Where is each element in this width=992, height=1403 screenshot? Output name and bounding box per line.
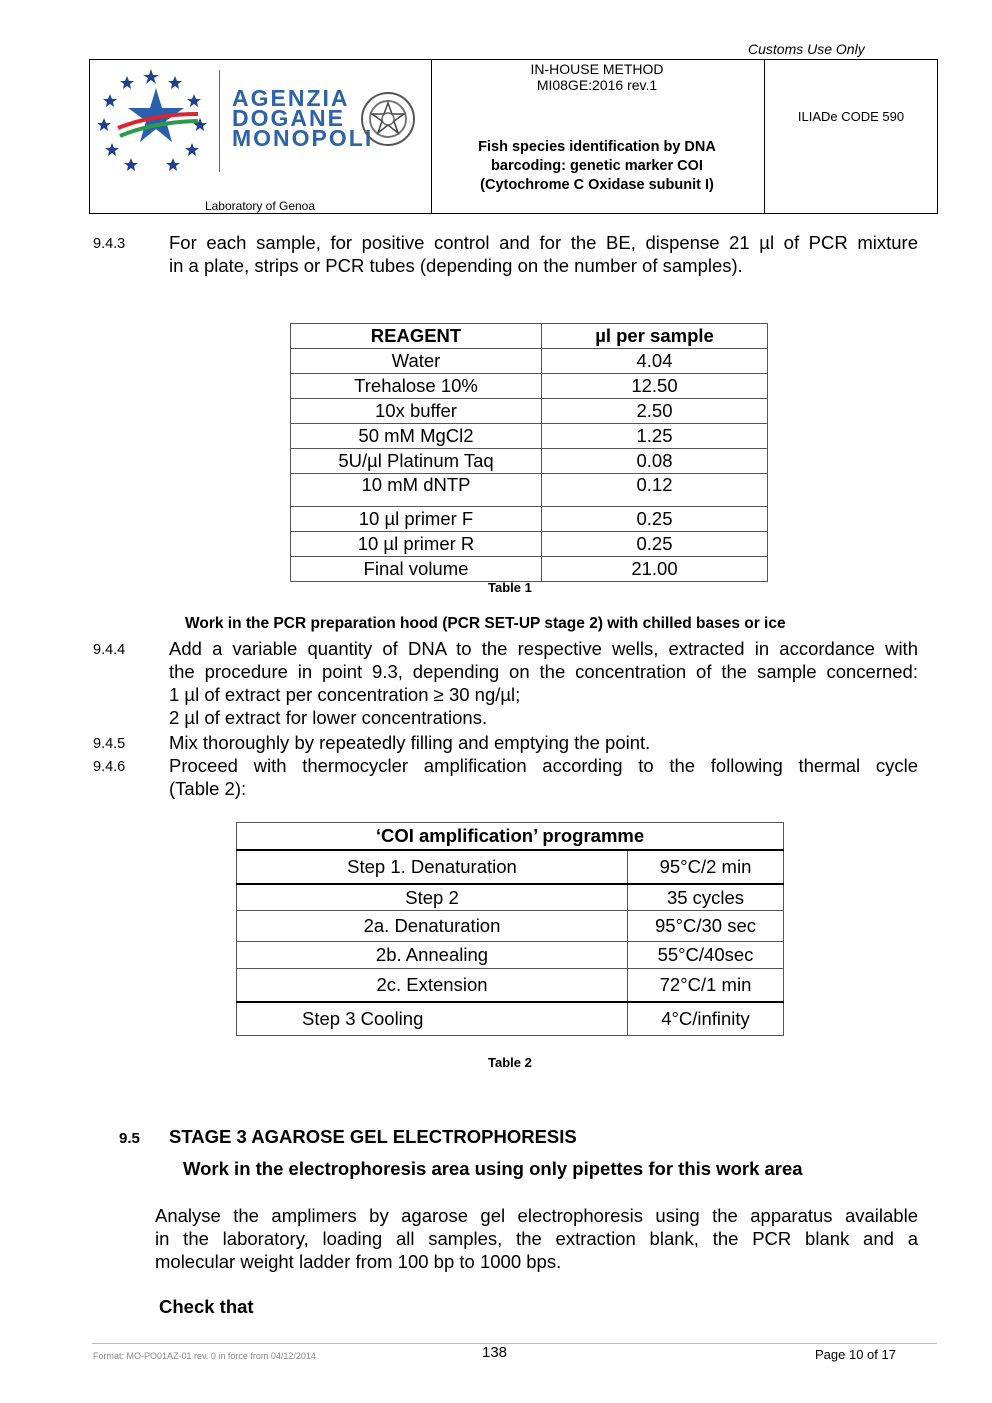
table-header-cell: µl per sample <box>542 324 768 349</box>
electrophoresis-work-note: Work in the electrophoresis area using only pipettes for this work area <box>183 1158 803 1179</box>
table-row: 10 mM dNTP 0.12 <box>291 474 768 507</box>
table-header-row <box>291 324 768 349</box>
table-1-caption: Table 1 <box>488 580 532 595</box>
document-title: Fish species identification by DNA barcoding: genetic marker COI (Cytochrome C Oxidase subunit I) <box>478 139 716 193</box>
table-title: ‘COI amplification’ programme <box>237 823 784 851</box>
table-row: 2b. Annealing 55°C/40sec <box>237 942 784 969</box>
table-row: Step 2 35 cycles <box>237 884 784 911</box>
table-row: 2c. Extension 72°C/1 min <box>237 969 784 1003</box>
section-9-4-3-text: For each sample, for positive control and for the BE, dispense 21 µl of PCR mixture in a plate, strips or PCR tubes (depending on the number of samples). <box>169 232 918 276</box>
section-number: 9.4.5 <box>93 736 126 752</box>
italian-emblem-icon <box>359 90 417 148</box>
table-row: Final volume 21.00 <box>291 557 768 582</box>
page-number: Page 10 of 17 <box>815 1347 896 1362</box>
reagent-table <box>290 323 768 582</box>
table-row: Water 4.04 <box>291 349 768 374</box>
check-that-heading: Check that <box>159 1296 254 1317</box>
section-number: 9.5 <box>119 1130 140 1147</box>
pcr-work-note: Work in the PCR preparation hood (PCR SET-UP stage 2) with chilled bases or ice <box>185 615 786 632</box>
table-row: 5U/µl Platinum Taq 0.08 <box>291 449 768 474</box>
section-number: 9.4.6 <box>93 759 126 775</box>
laboratory-label: Laboratory of Genoa <box>204 199 316 213</box>
table-row: Step 1. Denaturation 95°C/2 min <box>237 850 784 884</box>
section-number: 9.4.3 <box>93 236 126 252</box>
footer-format: Format: MO-PO01AZ-01 rev. 0 in force from 04/12/2014 <box>93 1351 316 1361</box>
table-2-caption: Table 2 <box>488 1055 532 1070</box>
table-row: Trehalose 10% 12.50 <box>291 374 768 399</box>
section-9-4-4-text: Add a variable quantity of DNA to the respective wells, extracted in accordance with the procedure in point 9.3, depending on the concentration of the sample concerned: 1 µl of extract per concentration ≥ 30 ng/µl; 2 µl of extract for lower concentrations. <box>169 638 918 728</box>
method-reference: IN-HOUSE METHOD MI08GE:2016 rev.1 <box>530 61 664 93</box>
agency-star-logo-icon <box>98 66 213 174</box>
footer-center-number: 138 <box>482 1344 508 1361</box>
iliade-code: ILIADe CODE 590 <box>797 109 905 124</box>
section-9-4-6-text: Proceed with thermocycler amplification according to the following thermal cycle (Table 2): <box>169 755 918 799</box>
table-title-row <box>237 823 784 851</box>
table-row: 10 µl primer R 0.25 <box>291 532 768 557</box>
footer-divider <box>92 1343 937 1344</box>
agency-name-logo: AGENZIA DOGANE MONOPOLI <box>232 85 374 151</box>
section-9-4-5-text: Mix thoroughly by repeatedly filling and emptying the point. <box>169 732 651 753</box>
table-row: 10x buffer 2.50 <box>291 399 768 424</box>
section-heading: STAGE 3 AGAROSE GEL ELECTROPHORESIS <box>169 1126 577 1147</box>
section-number: 9.4.4 <box>93 642 126 658</box>
customs-use-only-note: Customs Use Only <box>748 41 865 57</box>
table-row: Step 3 Cooling 4°C/infinity <box>237 1002 784 1036</box>
coi-amplification-table <box>236 822 784 1036</box>
table-row: 50 mM MgCl2 1.25 <box>291 424 768 449</box>
section-9-5-text: Analyse the amplimers by agarose gel electrophoresis using the apparatus available in the laboratory, loading all samples, the extraction blank, the PCR blank and a molecular weight ladder from 100 bp to 1000 bps. <box>155 1205 918 1272</box>
table-row: 2a. Denaturation 95°C/30 sec <box>237 911 784 942</box>
table-row: 10 µl primer F 0.25 <box>291 507 768 532</box>
table-header-cell: REAGENT <box>291 324 542 349</box>
